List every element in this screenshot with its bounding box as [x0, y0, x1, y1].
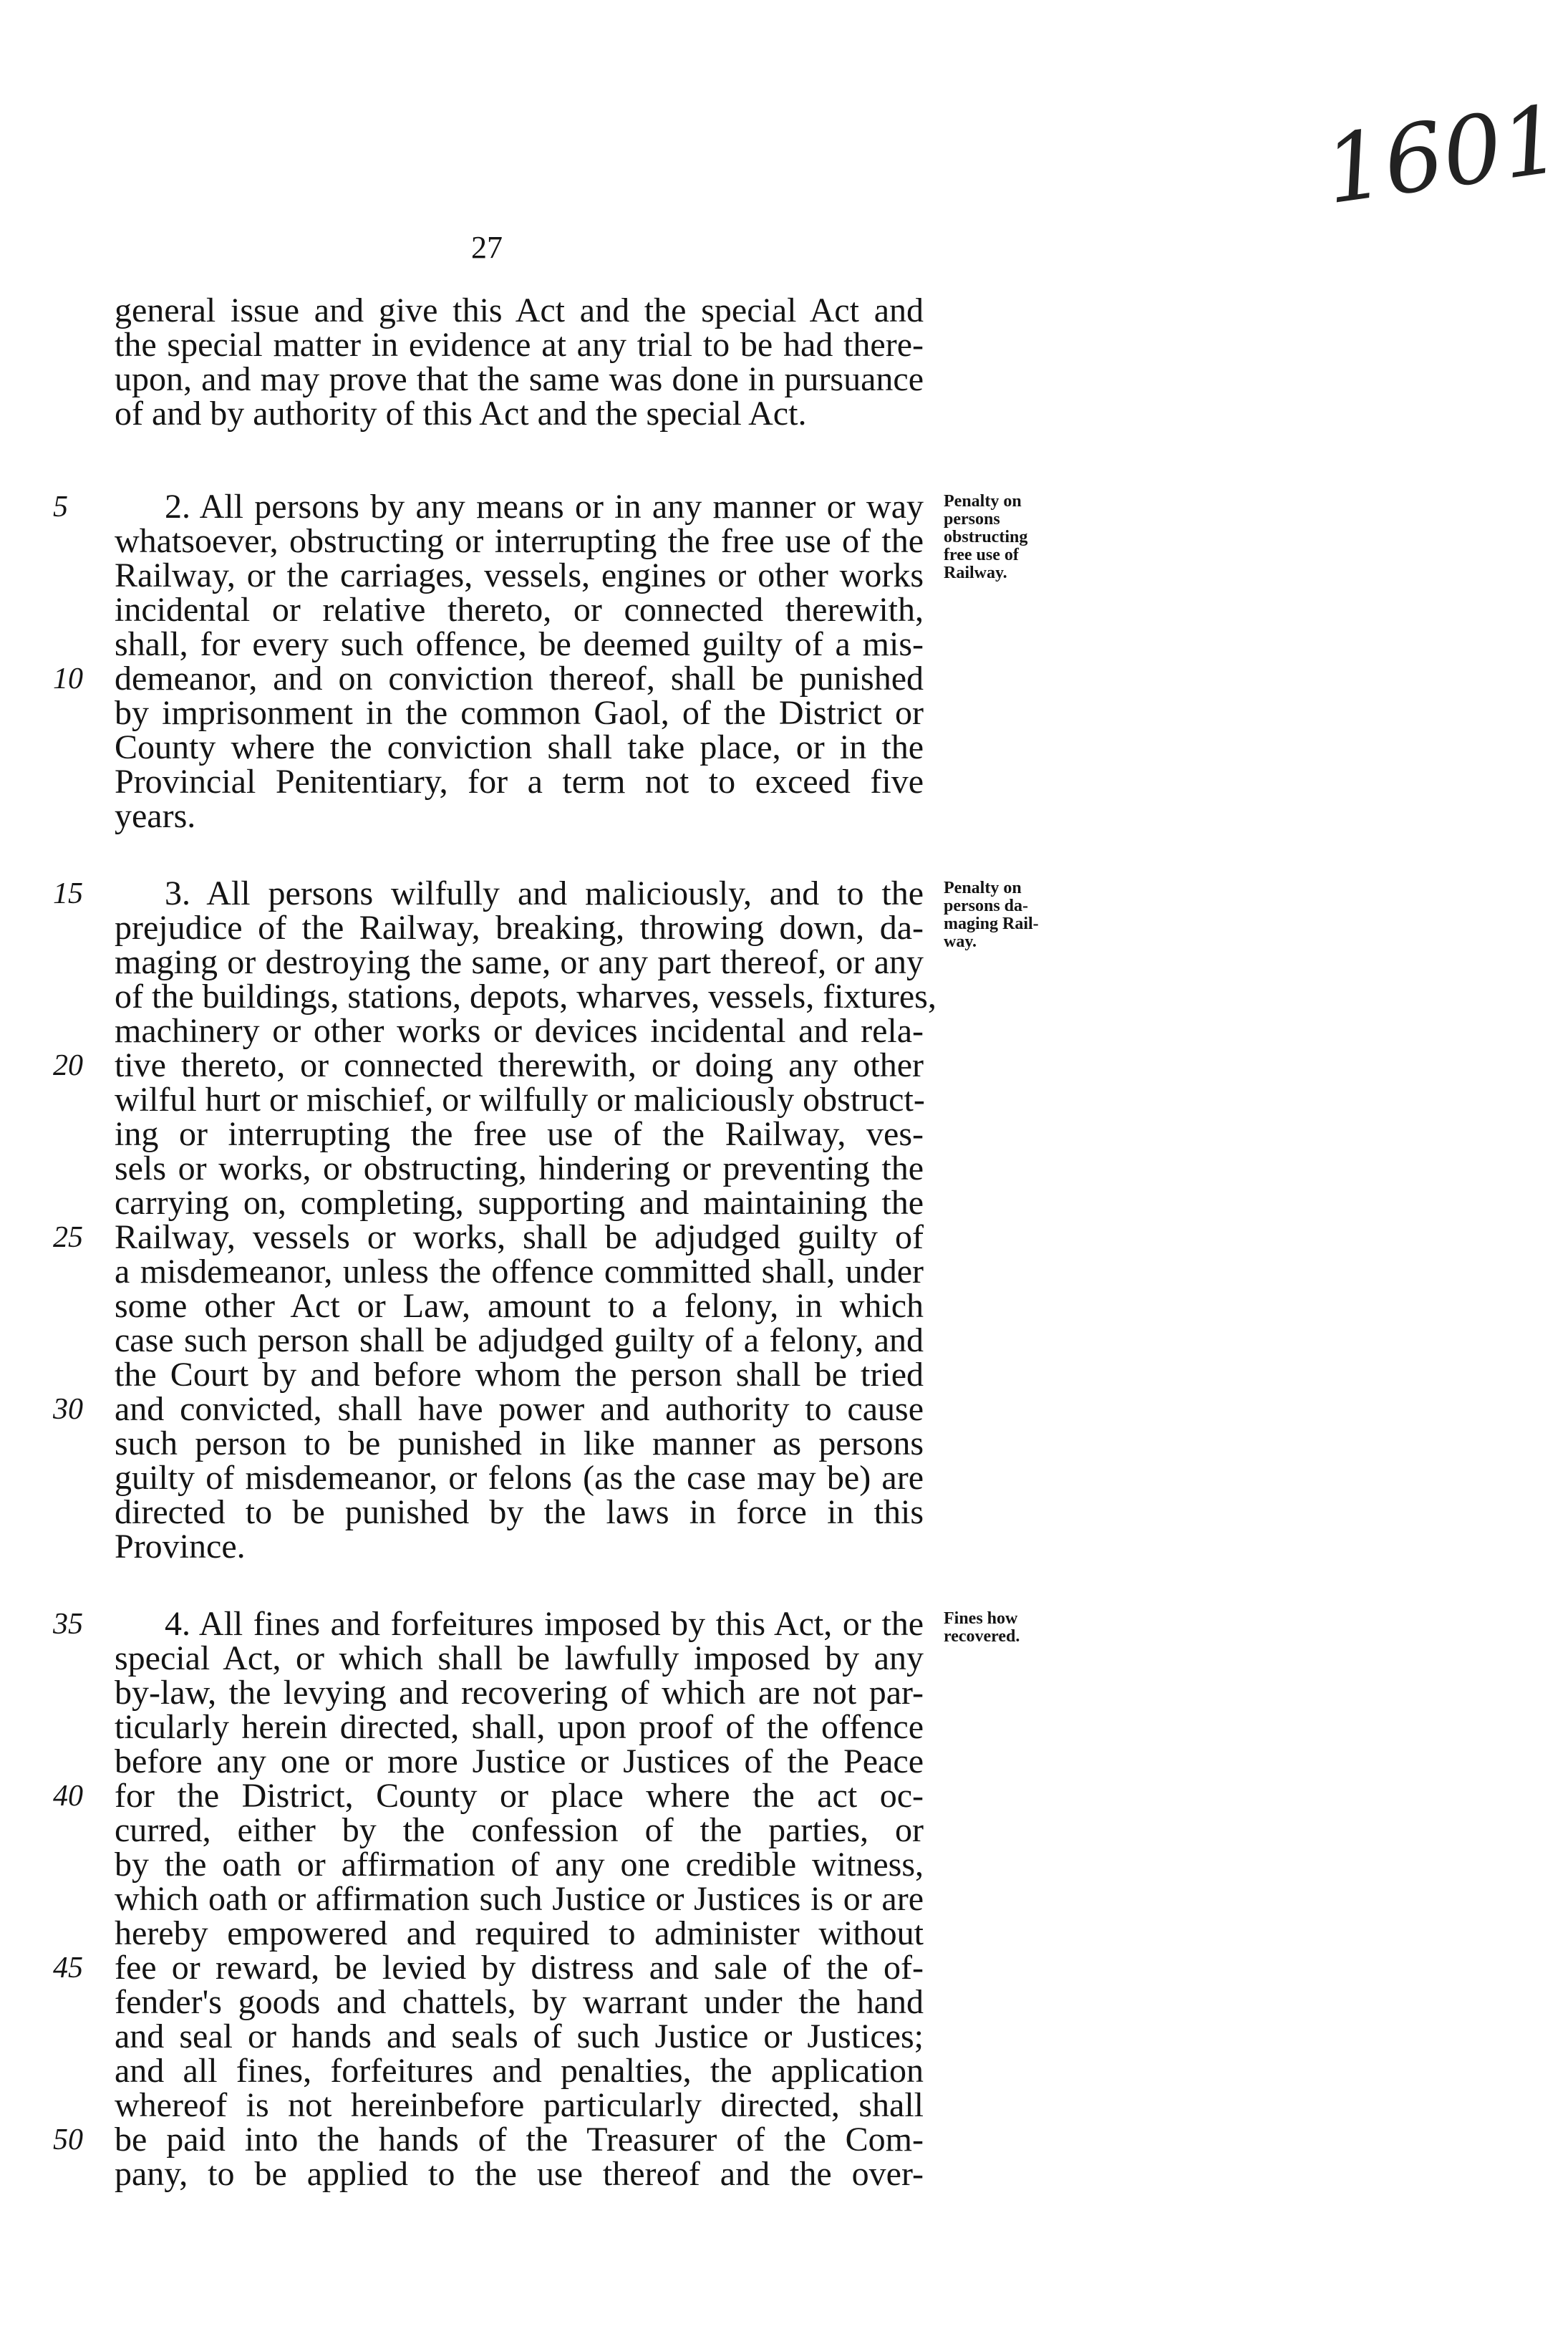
- text-line: and all fines, forfeitures and penalties, the application: [115, 2052, 924, 2090]
- text-line: be paid into the hands of the Treasurer of the Com-: [115, 2121, 924, 2159]
- line-number: 40: [53, 1780, 83, 1813]
- text-line: wilful hurt or mischief, or wilfully or maliciously obstruct-: [115, 1081, 925, 1119]
- text-line: special Act, or which shall be lawfully imposed by any: [115, 1639, 924, 1677]
- text-line: machinery or other works or devices incidental and rela-: [115, 1012, 924, 1050]
- text-line: carrying on, completing, supporting and maintaining the: [115, 1184, 924, 1222]
- text-line: curred, either by the confession of the parties, or: [115, 1811, 924, 1849]
- line-number: 30: [53, 1393, 83, 1426]
- text-line: by imprisonment in the common Gaol, of the District or: [115, 694, 924, 732]
- line-number: 35: [53, 1608, 83, 1641]
- text-line: Railway, or the carriages, vessels, engines or other works: [115, 556, 924, 594]
- line-number: 20: [53, 1049, 83, 1082]
- text-line: tive thereto, or connected therewith, or doing any other: [115, 1046, 924, 1084]
- note-line: persons da-: [944, 897, 1029, 915]
- text-line: pany, to be applied to the use thereof and the over-: [115, 2155, 924, 2193]
- text-line: prejudice of the Railway, breaking, throwing down, da-: [115, 909, 924, 947]
- text-line: a misdemeanor, unless the offence committed shall, under: [115, 1253, 924, 1291]
- text-line: Provincial Penitentiary, for a term not to exceed five: [115, 763, 924, 801]
- text-line: some other Act or Law, amount to a felony, in which: [115, 1287, 924, 1325]
- handwritten-folio: 1601: [1318, 84, 1568, 226]
- text-line: which oath or affirmation such Justice or Justices is or are: [115, 1880, 924, 1918]
- text-line: ing or interrupting the free use of the Railway, ves-: [115, 1115, 924, 1153]
- text-line: Province.: [115, 1528, 246, 1566]
- margin-note-obstructing: [944, 493, 1073, 582]
- text-line: the special matter in evidence at any trial to be had there-: [115, 326, 924, 364]
- text-line: and convicted, shall have power and authority to cause: [115, 1390, 924, 1428]
- text-line: 3. All persons wilfully and maliciously, and to the: [165, 874, 924, 912]
- note-line: Fines how: [944, 1609, 1018, 1628]
- page-number: 27: [471, 230, 503, 265]
- text-line: whereof is not hereinbefore particularly directed, shall: [115, 2086, 924, 2124]
- text-line: maging or destroying the same, or any part thereof, or any: [115, 943, 924, 981]
- text-line: demeanor, and on conviction thereof, shall be punished: [115, 660, 924, 698]
- text-line: directed to be punished by the laws in force in this: [115, 1493, 924, 1531]
- text-line: general issue and give this Act and the special Act and: [115, 291, 924, 329]
- text-line: incidental or relative thereto, or connected therewith,: [115, 591, 924, 629]
- note-line: Penalty on: [944, 492, 1022, 511]
- line-number: 50: [53, 2123, 83, 2156]
- note-line: way.: [944, 932, 977, 951]
- note-line: recovered.: [944, 1627, 1020, 1646]
- note-line: obstructing: [944, 528, 1028, 546]
- text-line: the Court by and before whom the person shall be tried: [115, 1356, 924, 1394]
- text-line: upon, and may prove that the same was done in pursuance: [115, 360, 924, 398]
- text-line: ticularly herein directed, shall, upon proof of the offence: [115, 1708, 924, 1746]
- line-number: 25: [53, 1221, 83, 1254]
- note-line: free use of: [944, 546, 1019, 564]
- text-line: years.: [115, 797, 196, 835]
- text-line: by the oath or affirmation of any one credible witness,: [115, 1846, 924, 1884]
- text-line: fee or reward, be levied by distress and sale of the of-: [115, 1949, 924, 1987]
- text-line: before any one or more Justice or Justices of the Peace: [115, 1742, 924, 1780]
- text-line: and seal or hands and seals of such Justice or Justices;: [115, 2017, 924, 2055]
- line-number: 15: [53, 877, 83, 910]
- text-line: guilty of misdemeanor, or felons (as the case may be) are: [115, 1459, 924, 1497]
- note-line: persons: [944, 510, 1000, 529]
- text-line: of and by authority of this Act and the special Act.: [115, 395, 807, 433]
- text-line: case such person shall be adjudged guilty of a felony, and: [115, 1321, 924, 1359]
- text-line: sels or works, or obstructing, hindering or preventing the: [115, 1149, 924, 1187]
- text-line: such person to be punished in like manner as persons: [115, 1424, 924, 1462]
- line-number: 5: [53, 491, 68, 524]
- text-line: by-law, the levying and recovering of which are not par-: [115, 1674, 924, 1712]
- line-number: 10: [53, 662, 83, 695]
- text-line: 4. All fines and forfeitures imposed by this Act, or the: [165, 1605, 924, 1643]
- text-line: fender's goods and chattels, by warrant under the hand: [115, 1983, 924, 2021]
- line-number: 45: [53, 1952, 83, 1984]
- text-line: County where the conviction shall take place, or in the: [115, 728, 924, 766]
- text-line: of the buildings, stations, depots, wharves, vessels, fixtures,: [115, 978, 937, 1016]
- note-line: maging Rail-: [944, 915, 1039, 933]
- text-line: 2. All persons by any means or in any manner or way: [165, 488, 924, 526]
- text-line: Railway, vessels or works, shall be adjudged guilty of: [115, 1218, 924, 1256]
- text-line: hereby empowered and required to administer without: [115, 1914, 924, 1952]
- text-line: shall, for every such offence, be deemed guilty of a mis-: [115, 625, 924, 663]
- text-line: for the District, County or place where the act oc-: [115, 1777, 924, 1815]
- margin-note-fines: [944, 1610, 1073, 1646]
- text-line: whatsoever, obstructing or interrupting the free use of the: [115, 522, 924, 560]
- note-line: Penalty on: [944, 879, 1022, 897]
- margin-note-damaging: [944, 879, 1073, 951]
- note-line: Railway.: [944, 564, 1007, 582]
